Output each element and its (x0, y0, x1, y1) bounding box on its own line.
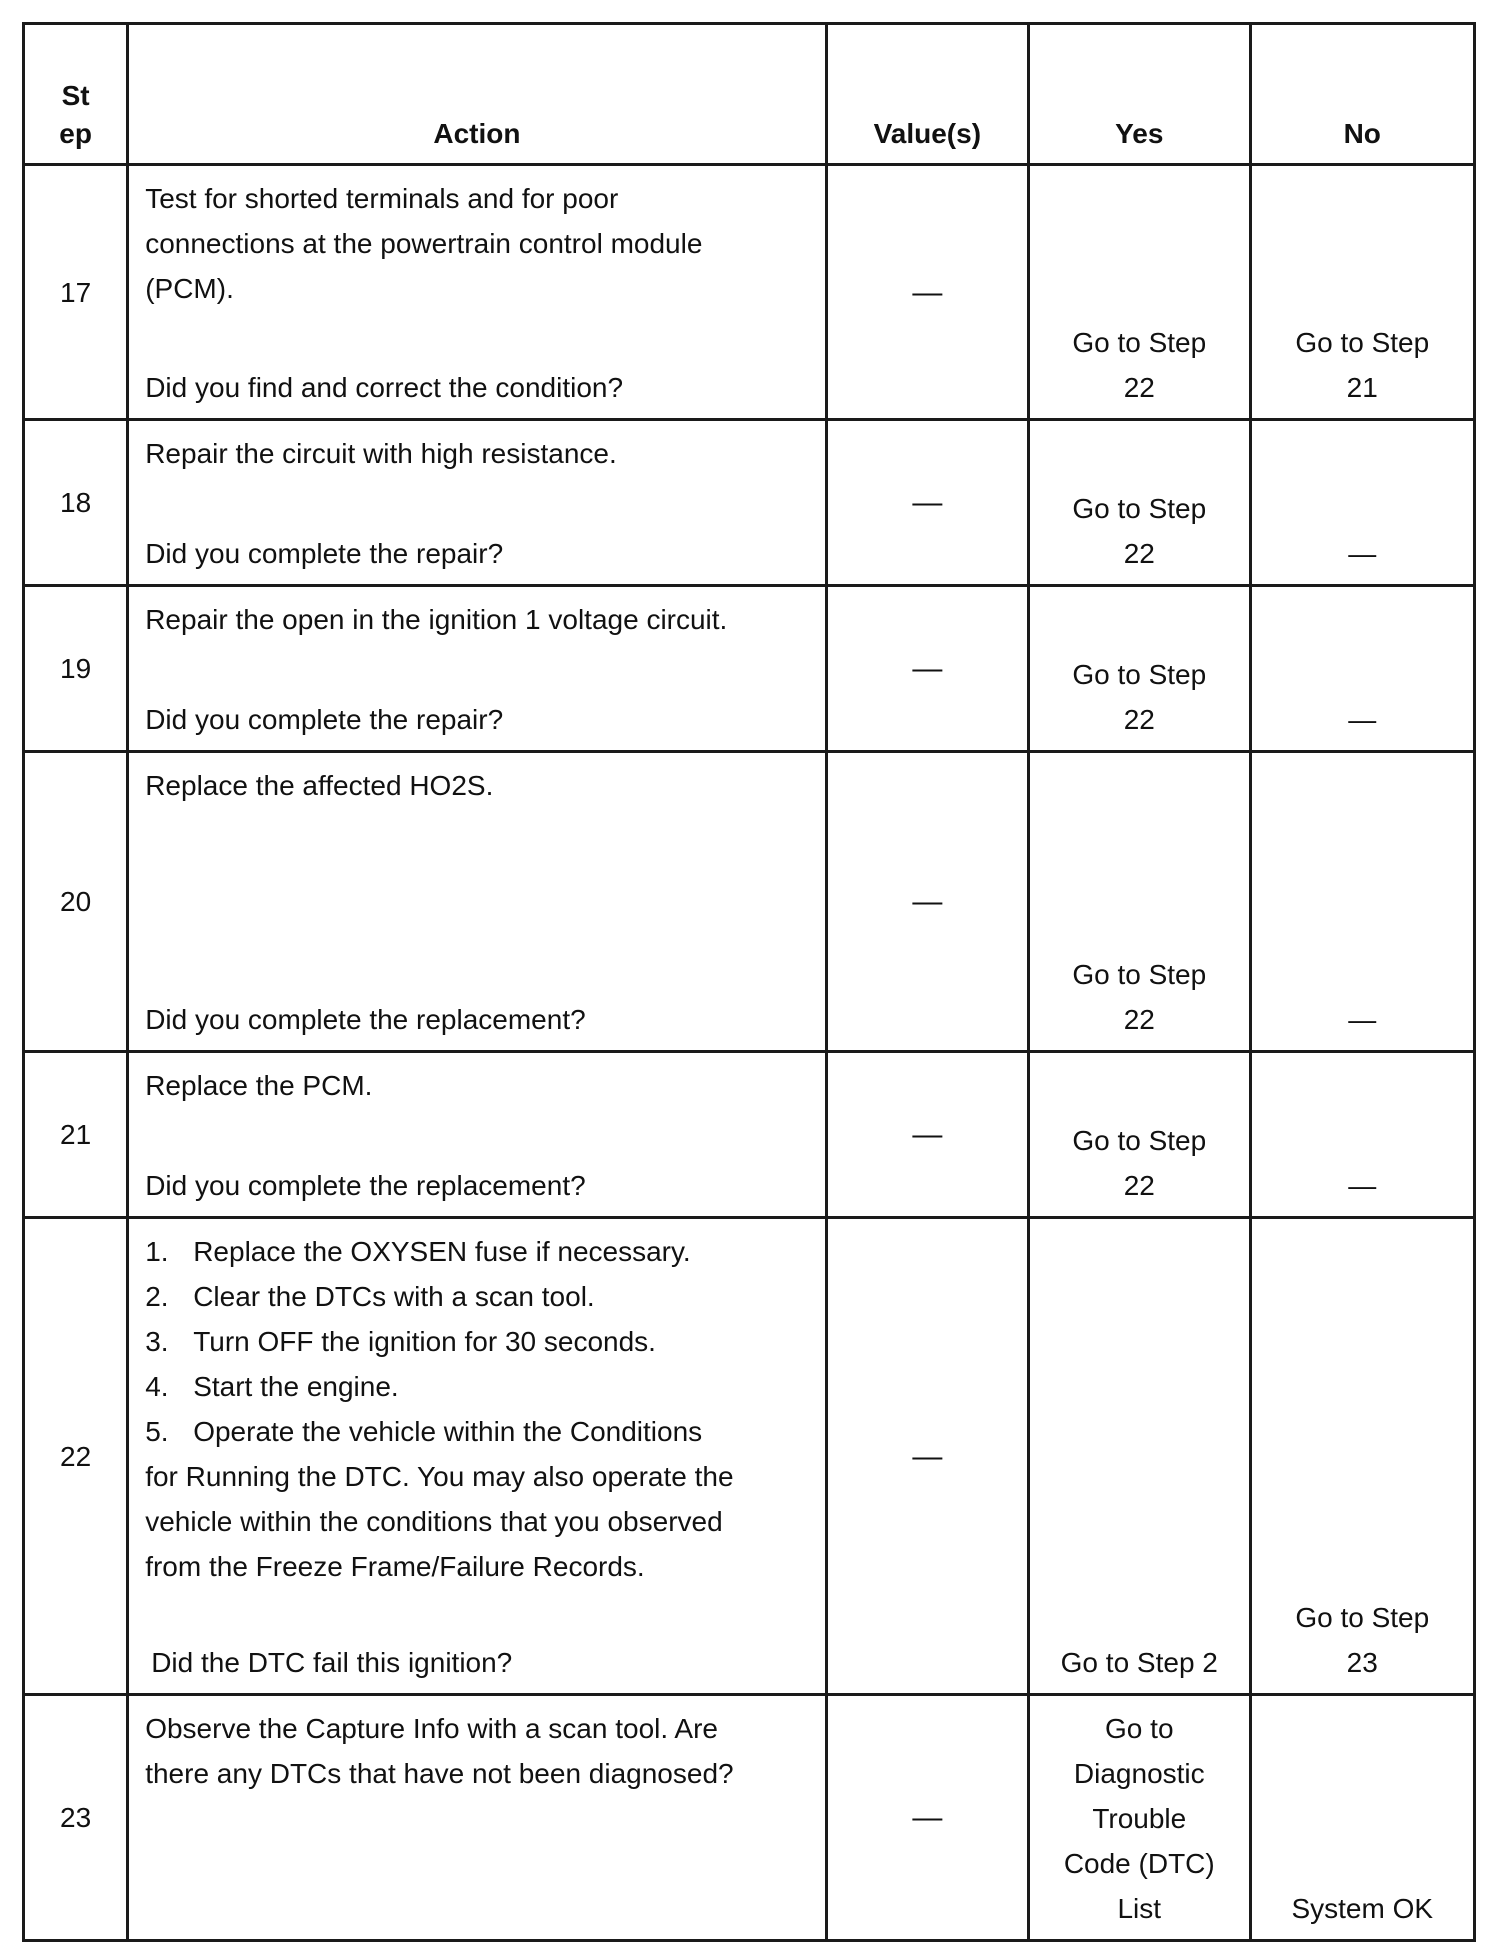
yes-target-line: Code (DTC) (1063, 1848, 1215, 1879)
action-text: (PCM). (145, 273, 234, 304)
no-cell: — (1250, 752, 1475, 1052)
action-cell (128, 165, 826, 420)
no-cell (1250, 1218, 1475, 1695)
no-cell (1250, 165, 1475, 420)
step-number: 23 (24, 1695, 128, 1941)
header-values: Value(s) (826, 24, 1028, 165)
no-cell: System OK (1250, 1695, 1475, 1941)
yes-target: Go to Step 22 (1072, 327, 1207, 403)
step-number: 19 (24, 586, 128, 752)
table-row (24, 752, 1475, 1052)
action-question: Did you complete the repair? (145, 538, 504, 569)
step-number: 18 (24, 420, 128, 586)
action-text: Test for shorted terminals and for poor (145, 183, 619, 214)
value-cell: — (826, 1695, 1028, 1941)
action-cell (128, 1052, 826, 1218)
no-cell: — (1250, 420, 1475, 586)
yes-target-line: List (1117, 1893, 1162, 1924)
yes-cell (1029, 752, 1250, 1052)
action-text: Repair the circuit with high resistance. (145, 438, 617, 469)
action-cell (128, 1695, 826, 1941)
step-number: 22 (24, 1218, 128, 1695)
list-item: 1. Replace the OXYSEN fuse if necessary. (145, 1236, 691, 1267)
table-row (24, 1052, 1475, 1218)
table-row (24, 586, 1475, 752)
step-number: 21 (24, 1052, 128, 1218)
no-target: Go to Step 21 (1295, 327, 1430, 403)
yes-target-line: Diagnostic (1073, 1758, 1205, 1789)
action-text: Observe the Capture Info with a scan tool. Are (145, 1713, 718, 1744)
yes-target: Go to Step 22 (1072, 493, 1207, 569)
action-question: Did you complete the repair? (145, 704, 504, 735)
list-item: 4. Start the engine. (145, 1371, 399, 1402)
yes-target: Go to Step 22 (1072, 659, 1207, 735)
action-text: there any DTCs that have not been diagnosed? (145, 1758, 734, 1789)
yes-cell (1029, 420, 1250, 586)
action-text: Replace the PCM. (145, 1070, 373, 1101)
procedure-list (145, 1229, 810, 1454)
list-item: 2. Clear the DTCs with a scan tool. (145, 1281, 595, 1312)
table-row (24, 420, 1475, 586)
step-number: 17 (24, 165, 128, 420)
action-text: vehicle within the conditions that you observed (145, 1506, 723, 1537)
action-cell (128, 420, 826, 586)
yes-cell (1029, 165, 1250, 420)
action-text: Repair the open in the ignition 1 voltage circuit. (145, 604, 728, 635)
yes-target: Go to Step 22 (1072, 1125, 1207, 1201)
action-question: Did you find and correct the condition? (145, 372, 624, 403)
header-action: Action (128, 24, 826, 165)
value-cell: — (826, 752, 1028, 1052)
value-cell: — (826, 420, 1028, 586)
no-target: Go to Step 23 (1295, 1602, 1430, 1678)
list-item: 5. Operate the vehicle within the Conditions (145, 1416, 703, 1447)
yes-cell: Go to Step 2 (1029, 1218, 1250, 1695)
header-yes: Yes (1029, 24, 1250, 165)
diagnostic-table (22, 22, 1476, 1942)
list-item: 3. Turn OFF the ignition for 30 seconds. (145, 1326, 656, 1357)
header-row (24, 24, 1475, 165)
yes-cell (1029, 586, 1250, 752)
table-row (24, 1218, 1475, 1695)
action-text: for Running the DTC. You may also operate the (145, 1461, 734, 1492)
value-cell: — (826, 165, 1028, 420)
yes-cell (1029, 1695, 1250, 1941)
yes-target: Go to Step 22 (1072, 959, 1207, 1035)
no-cell: — (1250, 586, 1475, 752)
value-cell: — (826, 1218, 1028, 1695)
step-number: 20 (24, 752, 128, 1052)
action-question: Did you complete the replacement? (145, 1004, 586, 1035)
yes-target-line: Trouble (1092, 1803, 1187, 1834)
table-row (24, 165, 1475, 420)
header-step (24, 24, 128, 165)
header-step-label: St ep (59, 80, 92, 149)
action-text: connections at the powertrain control module (145, 228, 703, 259)
action-cell (128, 586, 826, 752)
action-cell (128, 1218, 826, 1695)
table-row (24, 1695, 1475, 1941)
yes-cell (1029, 1052, 1250, 1218)
header-no: No (1250, 24, 1475, 165)
action-question: Did the DTC fail this ignition? (151, 1647, 513, 1678)
action-cell (128, 752, 826, 1052)
value-cell: — (826, 1052, 1028, 1218)
action-text: Replace the affected HO2S. (145, 770, 494, 801)
action-question: Did you complete the replacement? (145, 1170, 586, 1201)
no-cell: — (1250, 1052, 1475, 1218)
value-cell: — (826, 586, 1028, 752)
yes-target-line: Go to (1105, 1713, 1174, 1744)
action-text: from the Freeze Frame/Failure Records. (145, 1551, 645, 1582)
